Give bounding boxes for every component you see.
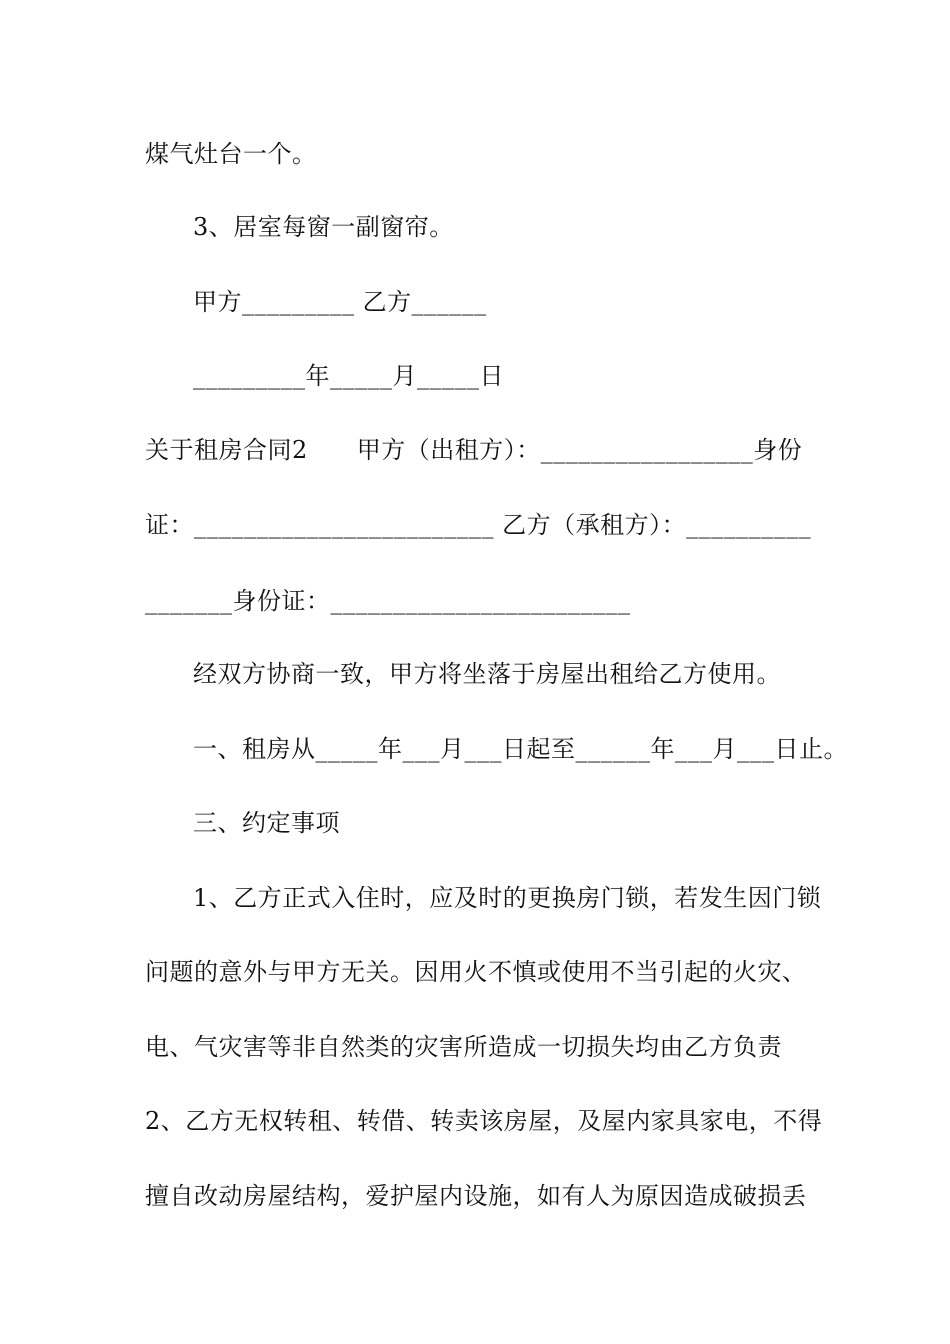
section-heading: 三、约定事项 [193, 809, 340, 837]
party-info-line-1: 证：________________________ 乙方（承租方）：__________ [145, 511, 812, 539]
party-info-line-2: _______身份证：________________________ [145, 587, 631, 615]
date-line: _________年_____月_____日 [193, 362, 504, 390]
clause-1-line-2: 问题的意外与甲方无关。因用火不慎或使用不当引起的火灾、 [145, 958, 807, 986]
clause-2-line-1: 2、乙方无权转租、转借、转卖该房屋，及屋内家具家电，不得 [145, 1107, 823, 1135]
text-line-1: 煤气灶台一个。 [145, 140, 317, 168]
clause-2-line-2: 擅自改动房屋结构，爱护屋内设施，如有人为原因造成破损丢 [145, 1182, 807, 1210]
text-line-2: 3、居室每窗一副窗帘。 [193, 213, 454, 241]
agreement-line: 经双方协商一致，甲方将坐落于房屋出租给乙方使用。 [193, 660, 781, 688]
contract-title-line: 关于租房合同2 甲方（出租方）：_________________身份 [145, 436, 803, 464]
clause-1-line-1: 1、乙方正式入住时，应及时的更换房门锁，若发生因门锁 [193, 884, 822, 912]
rental-period-line: 一、租房从_____年___月___日起至______年___月___日止。 [193, 735, 848, 763]
clause-1-line-3: 电、气灾害等非自然类的灾害所造成一切损失均由乙方负责 [145, 1033, 782, 1061]
signature-line-parties: 甲方_________ 乙方______ [193, 288, 487, 316]
